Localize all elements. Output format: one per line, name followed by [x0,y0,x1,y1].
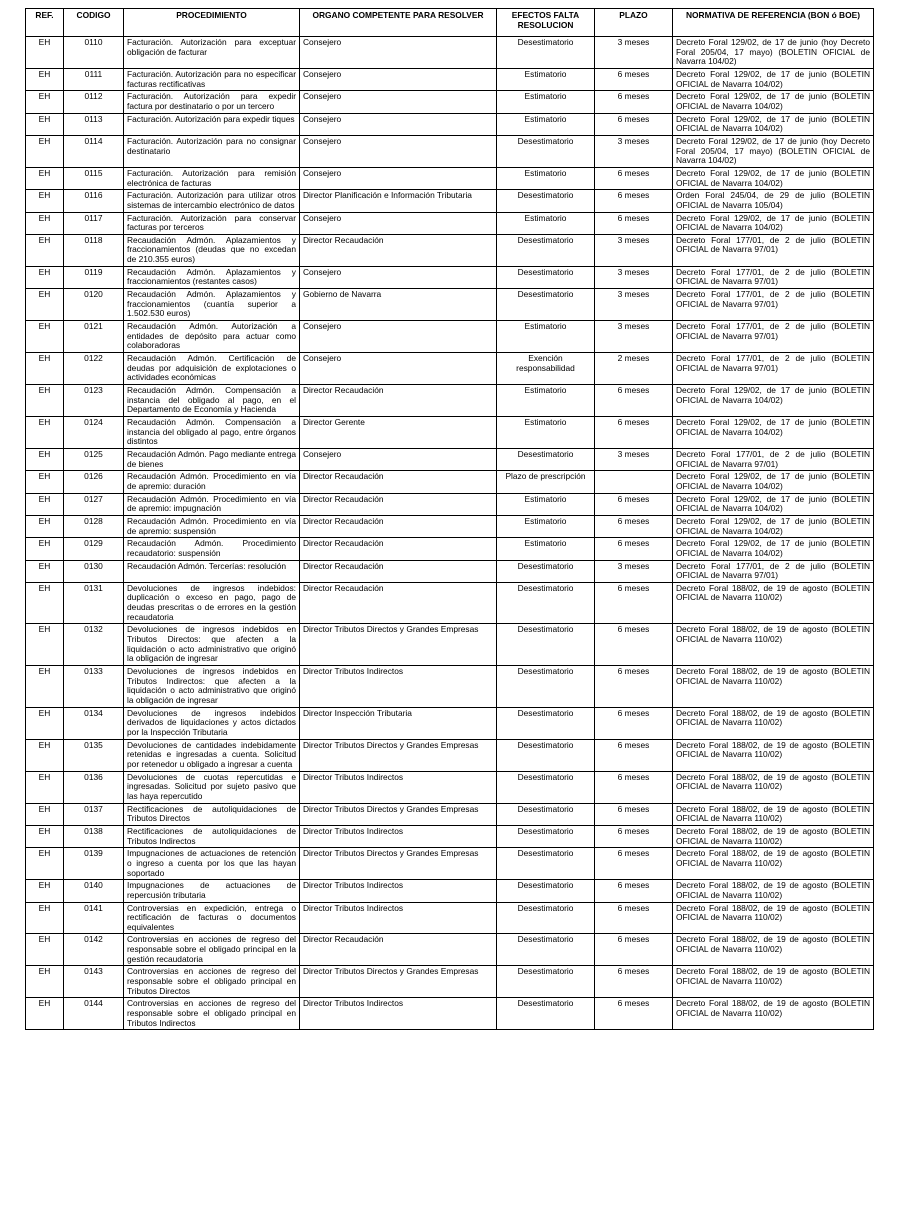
cell-organo: Director Gerente [300,416,497,448]
table-row [26,212,874,234]
cell-efectos: Desestimatorio [497,624,595,666]
cell-codigo: 0135 [64,739,124,771]
table-row [26,848,874,880]
cell-ref: EH [26,212,64,234]
cell-ref: EH [26,321,64,353]
cell-normativa: Orden Foral 245/04, de 29 de julio (BOLETIN OFICIAL de Navarra 105/04) [673,190,874,212]
cell-codigo: 0111 [64,68,124,90]
cell-normativa: Decreto Foral 188/02, de 19 de agosto (BOLETIN OFICIAL de Navarra 110/02) [673,902,874,934]
cell-organo: Director Recaudación [300,385,497,417]
cell-normativa: Decreto Foral 129/02, de 17 de junio (BOLETIN OFICIAL de Navarra 104/02) [673,212,874,234]
cell-efectos: Desestimatorio [497,666,595,708]
cell-efectos: Desestimatorio [497,448,595,470]
cell-ref: EH [26,448,64,470]
cell-ref: EH [26,624,64,666]
cell-efectos: Estimatorio [497,91,595,113]
cell-organo: Consejero [300,321,497,353]
cell-organo: Director Tributos Indirectos [300,880,497,902]
cell-codigo: 0133 [64,666,124,708]
header-normativa: NORMATIVA DE REFERENCIA (BON ó BOE) [673,9,874,37]
cell-codigo: 0144 [64,998,124,1030]
cell-efectos: Desestimatorio [497,998,595,1030]
cell-plazo: 6 meses [595,385,673,417]
cell-normativa: Decreto Foral 188/02, de 19 de agosto (BOLETIN OFICIAL de Navarra 110/02) [673,966,874,998]
cell-organo: Consejero [300,266,497,288]
cell-plazo: 2 meses [595,353,673,385]
cell-efectos: Desestimatorio [497,803,595,825]
cell-codigo: 0140 [64,880,124,902]
header-codigo: CODIGO [64,9,124,37]
cell-codigo: 0122 [64,353,124,385]
cell-plazo: 6 meses [595,538,673,560]
cell-organo: Director Recaudación [300,538,497,560]
cell-efectos: Desestimatorio [497,825,595,847]
cell-efectos: Desestimatorio [497,902,595,934]
cell-plazo: 6 meses [595,771,673,803]
cell-normativa: Decreto Foral 129/02, de 17 de junio (BOLETIN OFICIAL de Navarra 104/02) [673,385,874,417]
cell-efectos: Desestimatorio [497,582,595,624]
cell-codigo: 0137 [64,803,124,825]
cell-procedimiento: Recaudación Admón. Procedimiento en vía de apremio: duración [124,471,300,493]
cell-organo: Director Recaudación [300,234,497,266]
cell-procedimiento: Recaudación Admón. Procedimiento en vía de apremio: impugnación [124,493,300,515]
cell-normativa: Decreto Foral 188/02, de 19 de agosto (BOLETIN OFICIAL de Navarra 110/02) [673,998,874,1030]
cell-normativa: Decreto Foral 188/02, de 19 de agosto (BOLETIN OFICIAL de Navarra 110/02) [673,825,874,847]
cell-plazo: 3 meses [595,135,673,167]
cell-normativa: Decreto Foral 177/01, de 2 de julio (BOLETIN OFICIAL de Navarra 97/01) [673,234,874,266]
cell-efectos: Estimatorio [497,538,595,560]
cell-plazo: 3 meses [595,266,673,288]
cell-ref: EH [26,471,64,493]
cell-plazo: 6 meses [595,825,673,847]
cell-ref: EH [26,135,64,167]
cell-normativa: Decreto Foral 188/02, de 19 de agosto (BOLETIN OFICIAL de Navarra 110/02) [673,803,874,825]
cell-procedimiento: Controversias en acciones de regreso del responsable sobre el obligado principal en Tributos Directos [124,966,300,998]
cell-normativa: Decreto Foral 188/02, de 19 de agosto (BOLETIN OFICIAL de Navarra 110/02) [673,624,874,666]
cell-procedimiento: Facturación. Autorización para exceptuar obligación de facturar [124,37,300,69]
cell-efectos: Estimatorio [497,416,595,448]
cell-normativa: Decreto Foral 129/02, de 17 de junio (BOLETIN OFICIAL de Navarra 104/02) [673,538,874,560]
cell-ref: EH [26,803,64,825]
cell-organo: Director Tributos Indirectos [300,666,497,708]
cell-efectos: Estimatorio [497,385,595,417]
cell-procedimiento: Controversias en acciones de regreso del responsable sobre el obligado principal en Tributos Indirectos [124,998,300,1030]
cell-procedimiento: Controversias en expedición, entrega o rectificación de facturas o documentos equivalentes [124,902,300,934]
table-row [26,113,874,135]
cell-codigo: 0125 [64,448,124,470]
cell-codigo: 0126 [64,471,124,493]
table-row [26,167,874,189]
cell-codigo: 0117 [64,212,124,234]
cell-procedimiento: Devoluciones de ingresos indebidos: duplicación o exceso en pago, pago de deudas prescritas o de errores en la gestión recaudatoria [124,582,300,624]
table-row [26,880,874,902]
cell-procedimiento: Recaudación Admón. Aplazamientos y fraccionamientos (deudas que no excedan de 210.355 euros) [124,234,300,266]
cell-normativa: Decreto Foral 129/02, de 17 de junio (BOLETIN OFICIAL de Navarra 104/02) [673,493,874,515]
cell-plazo: 3 meses [595,448,673,470]
cell-codigo: 0143 [64,966,124,998]
cell-ref: EH [26,234,64,266]
cell-organo: Director Recaudación [300,560,497,582]
table-row [26,966,874,998]
cell-codigo: 0123 [64,385,124,417]
cell-efectos: Exención responsabilidad [497,353,595,385]
cell-plazo: 6 meses [595,998,673,1030]
cell-codigo: 0124 [64,416,124,448]
cell-ref: EH [26,966,64,998]
cell-organo: Director Tributos Directos y Grandes Empresas [300,739,497,771]
table-row [26,493,874,515]
cell-organo: Consejero [300,135,497,167]
cell-ref: EH [26,113,64,135]
cell-normativa: Decreto Foral 188/02, de 19 de agosto (BOLETIN OFICIAL de Navarra 110/02) [673,666,874,708]
cell-organo: Director Recaudación [300,471,497,493]
cell-codigo: 0118 [64,234,124,266]
cell-codigo: 0114 [64,135,124,167]
cell-ref: EH [26,739,64,771]
cell-plazo: 6 meses [595,880,673,902]
cell-plazo: 3 meses [595,321,673,353]
cell-normativa: Decreto Foral 188/02, de 19 de agosto (BOLETIN OFICIAL de Navarra 110/02) [673,880,874,902]
cell-organo: Director Tributos Indirectos [300,825,497,847]
cell-procedimiento: Rectificaciones de autoliquidaciones de Tributos Directos [124,803,300,825]
cell-procedimiento: Impugnaciones de actuaciones de retención o ingreso a cuenta por los que las hayan soportado [124,848,300,880]
table-row [26,416,874,448]
cell-organo: Consejero [300,448,497,470]
cell-ref: EH [26,167,64,189]
procedures-table [25,8,874,1030]
cell-normativa: Decreto Foral 177/01, de 2 de julio (BOLETIN OFICIAL de Navarra 97/01) [673,289,874,321]
cell-codigo: 0110 [64,37,124,69]
cell-efectos: Desestimatorio [497,739,595,771]
cell-organo: Consejero [300,353,497,385]
cell-procedimiento: Devoluciones de ingresos indebidos derivados de liquidaciones y actos dictados por la Inspección Tributaria [124,707,300,739]
cell-efectos: Estimatorio [497,515,595,537]
cell-efectos: Plazo de prescripción [497,471,595,493]
cell-codigo: 0120 [64,289,124,321]
cell-ref: EH [26,385,64,417]
cell-codigo: 0112 [64,91,124,113]
cell-efectos: Estimatorio [497,493,595,515]
cell-efectos: Estimatorio [497,68,595,90]
cell-ref: EH [26,825,64,847]
cell-procedimiento: Recaudación Admón. Certificación de deudas por adquisición de explotaciones o actividades económicas [124,353,300,385]
cell-plazo: 3 meses [595,289,673,321]
cell-organo: Director Tributos Directos y Grandes Empresas [300,624,497,666]
cell-ref: EH [26,68,64,90]
cell-organo: Director Inspección Tributaria [300,707,497,739]
cell-efectos: Estimatorio [497,113,595,135]
cell-normativa: Decreto Foral 188/02, de 19 de agosto (BOLETIN OFICIAL de Navarra 110/02) [673,739,874,771]
table-row [26,666,874,708]
cell-organo: Consejero [300,212,497,234]
cell-codigo: 0132 [64,624,124,666]
header-plazo: PLAZO [595,9,673,37]
table-row [26,353,874,385]
cell-codigo: 0121 [64,321,124,353]
cell-codigo: 0116 [64,190,124,212]
cell-plazo: 6 meses [595,190,673,212]
cell-ref: EH [26,493,64,515]
cell-normativa: Decreto Foral 188/02, de 19 de agosto (BOLETIN OFICIAL de Navarra 110/02) [673,707,874,739]
cell-efectos: Desestimatorio [497,135,595,167]
cell-ref: EH [26,880,64,902]
cell-codigo: 0138 [64,825,124,847]
table-row [26,448,874,470]
cell-plazo: 6 meses [595,212,673,234]
cell-normativa: Decreto Foral 188/02, de 19 de agosto (BOLETIN OFICIAL de Navarra 110/02) [673,582,874,624]
cell-efectos: Desestimatorio [497,190,595,212]
cell-ref: EH [26,848,64,880]
cell-procedimiento: Devoluciones de cantidades indebidamente retenidas e ingresadas a cuenta. Solicitud por retenedor u obligado a ingresar a cuenta [124,739,300,771]
cell-ref: EH [26,515,64,537]
header-procedimiento: PROCEDIMIENTO [124,9,300,37]
cell-codigo: 0130 [64,560,124,582]
cell-procedimiento: Facturación. Autorización para no especificar facturas rectificativas [124,68,300,90]
cell-organo: Gobierno de Navarra [300,289,497,321]
cell-organo: Consejero [300,113,497,135]
table-row [26,190,874,212]
cell-codigo: 0113 [64,113,124,135]
cell-normativa: Decreto Foral 188/02, de 19 de agosto (BOLETIN OFICIAL de Navarra 110/02) [673,934,874,966]
cell-ref: EH [26,266,64,288]
cell-organo: Director Tributos Directos y Grandes Empresas [300,803,497,825]
cell-ref: EH [26,538,64,560]
cell-procedimiento: Recaudación Admón. Autorización a entidades de depósito para actuar como colaboradoras [124,321,300,353]
table-row [26,825,874,847]
cell-efectos: Desestimatorio [497,707,595,739]
cell-efectos: Desestimatorio [497,234,595,266]
table-row [26,771,874,803]
cell-procedimiento: Facturación. Autorización para remisión electrónica de facturas [124,167,300,189]
cell-ref: EH [26,353,64,385]
cell-organo: Consejero [300,91,497,113]
table-row [26,560,874,582]
table-row [26,538,874,560]
header-row [26,9,874,37]
cell-plazo: 6 meses [595,416,673,448]
cell-plazo: 6 meses [595,803,673,825]
cell-codigo: 0142 [64,934,124,966]
table-row [26,234,874,266]
cell-codigo: 0136 [64,771,124,803]
header-organo: ORGANO COMPETENTE PARA RESOLVER [300,9,497,37]
table-row [26,515,874,537]
cell-plazo: 3 meses [595,234,673,266]
table-row [26,998,874,1030]
cell-procedimiento: Recaudación Admón. Tercerías: resolución [124,560,300,582]
cell-codigo: 0131 [64,582,124,624]
cell-procedimiento: Recaudación Admón. Compensación a instancia del obligado al pago, entre órganos distintos [124,416,300,448]
cell-codigo: 0134 [64,707,124,739]
header-ref: REF. [26,9,64,37]
cell-ref: EH [26,560,64,582]
cell-procedimiento: Recaudación Admón. Aplazamientos y fraccionamientos (cuantía superior a 1.502.530 euros) [124,289,300,321]
table-row [26,934,874,966]
cell-plazo: 6 meses [595,848,673,880]
cell-efectos: Desestimatorio [497,266,595,288]
header-efectos: EFECTOS FALTA RESOLUCION [497,9,595,37]
table-row [26,289,874,321]
cell-organo: Director Recaudación [300,934,497,966]
cell-plazo: 6 meses [595,582,673,624]
cell-procedimiento: Facturación. Autorización para utilizar otros sistemas de intercambio electrónico de datos [124,190,300,212]
cell-normativa: Decreto Foral 177/01, de 2 de julio (BOLETIN OFICIAL de Navarra 97/01) [673,266,874,288]
cell-procedimiento: Recaudación Admón. Pago mediante entrega de bienes [124,448,300,470]
cell-codigo: 0139 [64,848,124,880]
table-body [26,37,874,1030]
cell-procedimiento: Recaudación Admón. Procedimiento recaudatorio: suspensión [124,538,300,560]
cell-normativa: Decreto Foral 177/01, de 2 de julio (BOLETIN OFICIAL de Navarra 97/01) [673,448,874,470]
cell-plazo: 3 meses [595,560,673,582]
cell-organo: Director Tributos Indirectos [300,998,497,1030]
cell-procedimiento: Facturación. Autorización para expedir tiques [124,113,300,135]
cell-efectos: Desestimatorio [497,880,595,902]
cell-efectos: Estimatorio [497,212,595,234]
cell-procedimiento: Facturación. Autorización para expedir factura por destinatario o por un tercero [124,91,300,113]
cell-normativa: Decreto Foral 129/02, de 17 de junio (hoy Decreto Foral 205/04, 17 mayo) (BOLETIN OFICIAL de Navarra 104/02) [673,135,874,167]
table-row [26,266,874,288]
cell-normativa: Decreto Foral 188/02, de 19 de agosto (BOLETIN OFICIAL de Navarra 110/02) [673,848,874,880]
cell-procedimiento: Devoluciones de ingresos indebidos en Tributos Directos: que afecten a la liquidación o acto administrativo que originó la obligación de ingresar [124,624,300,666]
cell-plazo: 6 meses [595,966,673,998]
cell-efectos: Desestimatorio [497,560,595,582]
cell-efectos: Desestimatorio [497,771,595,803]
cell-organo: Director Recaudación [300,582,497,624]
cell-normativa: Decreto Foral 129/02, de 17 de junio (BOLETIN OFICIAL de Navarra 104/02) [673,91,874,113]
table-row [26,91,874,113]
cell-procedimiento: Facturación. Autorización para conservar facturas por terceros [124,212,300,234]
cell-organo: Consejero [300,68,497,90]
cell-procedimiento: Devoluciones de ingresos indebidos en Tributos Indirectos: que afecten a la liquidación o acto administrativo que originó la obligación de ingresar [124,666,300,708]
cell-procedimiento: Devoluciones de cuotas repercutidas e ingresadas. Solicitud por sujeto pasivo que las haya repercutido [124,771,300,803]
cell-normativa: Decreto Foral 177/01, de 2 de julio (BOLETIN OFICIAL de Navarra 97/01) [673,321,874,353]
cell-ref: EH [26,91,64,113]
cell-organo: Director Tributos Indirectos [300,771,497,803]
table-row [26,902,874,934]
table-row [26,707,874,739]
table-row [26,321,874,353]
cell-plazo: 6 meses [595,934,673,966]
cell-procedimiento: Controversias en acciones de regreso del responsable sobre el obligado principal en la gestión recaudatoria [124,934,300,966]
cell-efectos: Desestimatorio [497,966,595,998]
cell-plazo: 6 meses [595,624,673,666]
cell-codigo: 0141 [64,902,124,934]
cell-plazo: 3 meses [595,37,673,69]
cell-ref: EH [26,998,64,1030]
cell-procedimiento: Recaudación Admón. Compensación a instancia del obligado al pago, en el Departamento de Economía y Hacienda [124,385,300,417]
cell-organo: Consejero [300,37,497,69]
cell-efectos: Estimatorio [497,321,595,353]
cell-organo: Director Planificación e Información Tributaria [300,190,497,212]
cell-efectos: Desestimatorio [497,848,595,880]
table-row [26,135,874,167]
cell-codigo: 0129 [64,538,124,560]
cell-organo: Consejero [300,167,497,189]
cell-codigo: 0119 [64,266,124,288]
cell-organo: Director Tributos Directos y Grandes Empresas [300,966,497,998]
cell-efectos: Estimatorio [497,167,595,189]
cell-ref: EH [26,190,64,212]
cell-efectos: Desestimatorio [497,37,595,69]
cell-normativa: Decreto Foral 129/02, de 17 de junio (hoy Decreto Foral 205/04, 17 mayo) (BOLETIN OFICIAL de Navarra 104/02) [673,37,874,69]
cell-plazo: 6 meses [595,167,673,189]
cell-plazo: 6 meses [595,739,673,771]
cell-ref: EH [26,666,64,708]
table-row [26,582,874,624]
table-row [26,624,874,666]
cell-plazo: 6 meses [595,902,673,934]
cell-ref: EH [26,37,64,69]
cell-normativa: Decreto Foral 129/02, de 17 de junio (BOLETIN OFICIAL de Navarra 104/02) [673,416,874,448]
cell-organo: Director Recaudación [300,493,497,515]
cell-ref: EH [26,902,64,934]
cell-ref: EH [26,416,64,448]
cell-efectos: Desestimatorio [497,289,595,321]
cell-ref: EH [26,582,64,624]
cell-ref: EH [26,771,64,803]
cell-normativa: Decreto Foral 129/02, de 17 de junio (BOLETIN OFICIAL de Navarra 104/02) [673,68,874,90]
table-row [26,37,874,69]
cell-normativa: Decreto Foral 188/02, de 19 de agosto (BOLETIN OFICIAL de Navarra 110/02) [673,771,874,803]
cell-procedimiento: Rectificaciones de autoliquidaciones de Tributos Indirectos [124,825,300,847]
cell-plazo [595,471,673,493]
cell-codigo: 0115 [64,167,124,189]
cell-ref: EH [26,289,64,321]
cell-plazo: 6 meses [595,515,673,537]
cell-procedimiento: Facturación. Autorización para no consignar destinatario [124,135,300,167]
table-row [26,385,874,417]
cell-normativa: Decreto Foral 129/02, de 17 de junio (BOLETIN OFICIAL de Navarra 104/02) [673,471,874,493]
cell-plazo: 6 meses [595,666,673,708]
table-row [26,68,874,90]
table-row [26,471,874,493]
cell-codigo: 0128 [64,515,124,537]
cell-procedimiento: Recaudación Admón. Aplazamientos y fraccionamientos (restantes casos) [124,266,300,288]
cell-normativa: Decreto Foral 177/01, de 2 de julio (BOLETIN OFICIAL de Navarra 97/01) [673,560,874,582]
cell-efectos: Desestimatorio [497,934,595,966]
cell-organo: Director Tributos Indirectos [300,902,497,934]
cell-plazo: 6 meses [595,91,673,113]
cell-normativa: Decreto Foral 177/01, de 2 de julio (BOLETIN OFICIAL de Navarra 97/01) [673,353,874,385]
cell-plazo: 6 meses [595,68,673,90]
cell-plazo: 6 meses [595,707,673,739]
cell-normativa: Decreto Foral 129/02, de 17 de junio (BOLETIN OFICIAL de Navarra 104/02) [673,167,874,189]
cell-plazo: 6 meses [595,493,673,515]
cell-normativa: Decreto Foral 129/02, de 17 de junio (BOLETIN OFICIAL de Navarra 104/02) [673,113,874,135]
table-row [26,739,874,771]
cell-organo: Director Recaudación [300,515,497,537]
cell-codigo: 0127 [64,493,124,515]
table-row [26,803,874,825]
cell-procedimiento: Recaudación Admón. Procedimiento en vía de apremio: suspensión [124,515,300,537]
cell-procedimiento: Impugnaciones de actuaciones de repercusión tributaria [124,880,300,902]
cell-plazo: 6 meses [595,113,673,135]
cell-ref: EH [26,934,64,966]
cell-organo: Director Tributos Directos y Grandes Empresas [300,848,497,880]
cell-normativa: Decreto Foral 129/02, de 17 de junio (BOLETIN OFICIAL de Navarra 104/02) [673,515,874,537]
cell-ref: EH [26,707,64,739]
